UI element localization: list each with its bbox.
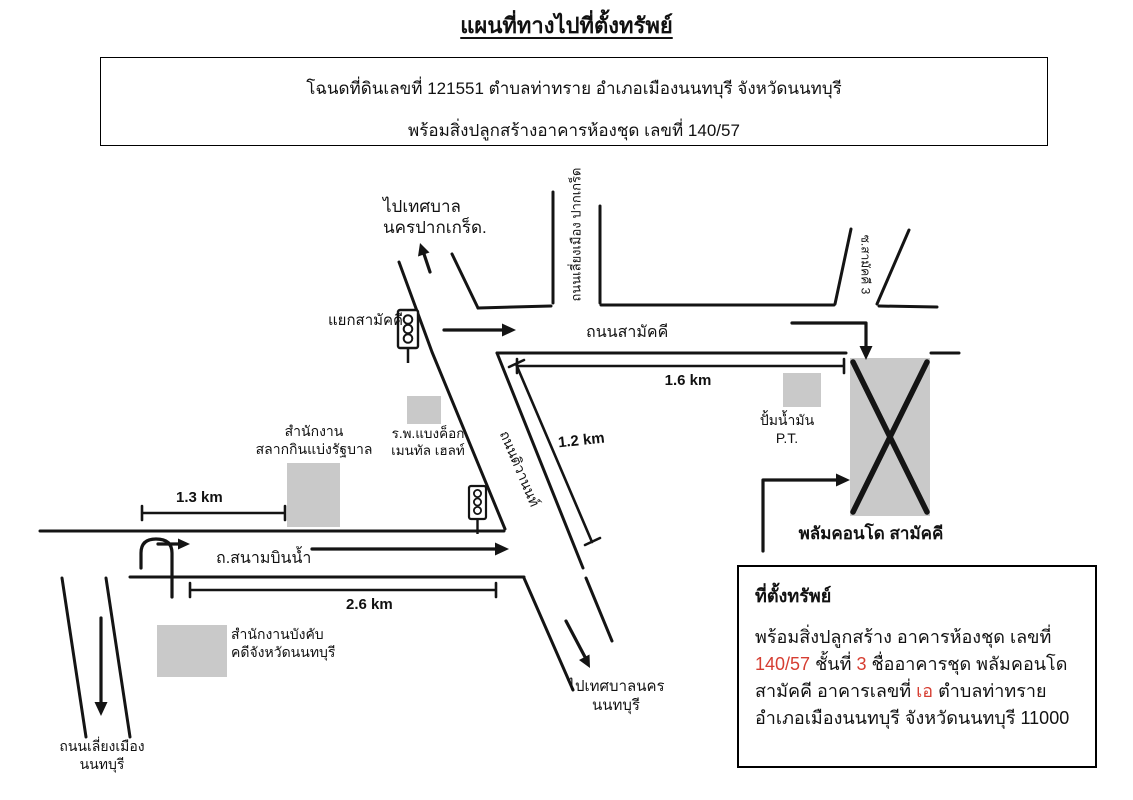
road-tiwanon-east-lower [586,578,612,641]
road-tiwanon-west-upper [399,262,505,529]
building-hospital [407,396,441,424]
arrowhead-down-bottomleft [95,702,108,716]
road-samakkhi-north-1 [478,306,551,308]
building-led-office [157,625,227,677]
label-condo-target: พลัมคอนโด สามัคคี [798,524,944,543]
property-info-body: พร้อมสิ่งปลูกสร้าง อาคารห้องชุด เลขที่ 140/57 ชั้นที่ 3 ชื่ออาคารชุด พลัมคอนโดสามัคคี อาคารเลขที่ เอ ตำบลท่าทราย อำเภอเมืองนนทบุรี จังหวัดนนทบุรี 11000 [755,627,1070,728]
measure-1-3km [142,506,285,520]
road-tiwanon-east-upper [452,254,478,308]
property-info-title: ที่ตั้งทรัพย์ [755,586,832,606]
arrowhead-right-junction [502,324,516,337]
arrowhead-right-infobox [836,474,850,487]
property-info-box [737,565,1097,768]
header-line1: โฉนดที่ดินเลขที่ 121551 ตำบลท่าทราย อำเภอเมืองนนทบุรี จังหวัดนนทบุรี [306,79,842,98]
label-samakkhi-road: ถนนสามัคคี [586,324,669,341]
arrow-uturn-shaft [141,539,172,597]
header-box [100,57,1048,146]
road-soi-east [877,230,909,304]
label-soi-samakkhi-3: ซ.สามัคคี 3 [858,234,873,295]
label-samakkhi-junction: แยกสามัคคี [328,312,404,329]
label-sanambinnam-road: ถ.สนามบินน้ำ [216,550,312,567]
label-to-nonthaburi: ไปเทศบาลนคร นนทบุรี [567,678,665,714]
label-to-pakkret: ไปเทศบาล นครปากเกร็ด. [383,197,487,238]
label-distance-2-6km: 2.6 km [346,596,393,613]
traffic-light-sanambinnam [469,486,486,534]
label-gas-station: ปั้มน้ำมัน P.T. [759,412,815,446]
building-gas-station [783,373,821,407]
label-distance-1-3km: 1.3 km [176,489,223,506]
arrowhead-up-pakkret [418,243,430,257]
page-title: แผนที่ทางไปที่ตั้งทรัพย์ [460,13,673,38]
road-bypass-nonthaburi-east [106,578,130,737]
label-tiwanon-road: ถนนติวานนท์ [496,428,544,509]
arrow-down-tiwanon-shaft [566,621,585,657]
label-led-office: สำนักงานบังคับ คดีจังหวัดนนทบุรี [231,626,336,660]
measure-2-6km [190,583,496,597]
road-bypass-nonthaburi-west [62,578,86,737]
road-soi-west [835,229,851,304]
measure-1-6km [517,359,844,373]
label-bypass-nonthaburi: ถนนเลี่ยงเมือง นนทบุรี [59,738,145,772]
label-bypass-pakkret-road: ถนนเลี่ยงเมือง ปากเกร็ด [568,167,584,302]
arrowhead-right-sanam [495,543,509,556]
label-distance-1-2km: 1.2 km [557,429,606,452]
label-distance-1-6km: 1.6 km [664,372,712,389]
label-lottery-office: สำนักงาน สลากกินแบ่งรัฐบาล [255,423,373,457]
road-tiwanon-west-lower [524,578,573,690]
arrowhead-right-uturn [178,539,190,550]
arrowhead-down-condo-top [860,346,873,360]
label-hospital: ร.พ.แบงค็อก เมนทัล เฮลท์ [391,426,465,458]
arrow-bent-into-condo-top-shaft [792,323,866,346]
road-samakkhi-north-3 [879,306,937,307]
header-line2: พร้อมสิ่งปลูกสร้างอาคารห้องชุด เลขที่ 140/57 [408,121,740,140]
building-lottery-office [287,463,340,527]
